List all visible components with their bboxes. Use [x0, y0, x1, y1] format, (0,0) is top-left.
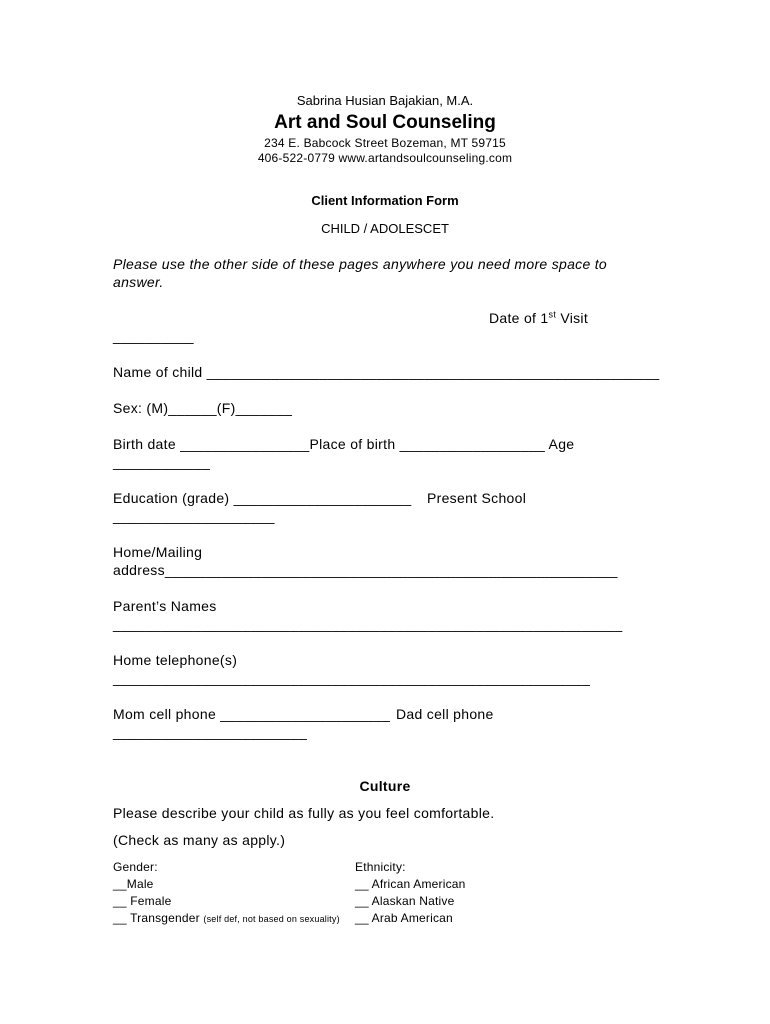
home-mailing-label: Home/Mailing [113, 544, 203, 560]
date-first-visit-label: Date of 1st Visit [489, 309, 589, 326]
address-field[interactable]: address________________________________________________________ [113, 562, 618, 578]
gender-heading: Gender: [113, 860, 158, 874]
parents-names-label: Parent’s Names [113, 598, 217, 614]
present-school-field[interactable]: ____________________ [113, 508, 275, 524]
name-of-child-field[interactable]: Name of child ________________________________________________________ [113, 364, 660, 380]
practice-name: Art and Soul Counseling [274, 112, 496, 133]
form-title: Client Information Form [311, 193, 459, 208]
culture-heading: Culture [359, 778, 411, 794]
practice-address: 234 E. Babcock Street Bozeman, MT 59715 [264, 136, 506, 150]
present-school-label: Present School [427, 490, 527, 506]
ethnicity-arab-american-option[interactable]: __ Arab American [355, 911, 453, 925]
mom-cell-field[interactable]: Mom cell phone _____________________ [113, 706, 391, 722]
gender-male-option[interactable]: __Male [113, 877, 154, 891]
education-grade-field[interactable]: Education (grade) ______________________ [113, 490, 412, 506]
date-first-visit-field[interactable]: __________ [113, 328, 194, 344]
instructions-line-2: answer. [113, 274, 164, 290]
gender-female-option[interactable]: __ Female [113, 894, 172, 908]
ethnicity-alaskan-native-option[interactable]: __ Alaskan Native [355, 894, 455, 908]
birth-date-place-age-field[interactable]: Birth date ________________Place of birth __________________ Age [113, 436, 575, 452]
culture-check-instructions: (Check as many as apply.) [113, 832, 286, 848]
home-telephone-label: Home telephone(s) [113, 652, 238, 668]
home-telephone-field[interactable]: ___________________________________________________________ [113, 670, 591, 686]
dad-cell-label: Dad cell phone [396, 706, 494, 722]
gender-transgender-option[interactable]: __ Transgender (self def, not based on sexuality) [113, 911, 340, 925]
form-subtitle: CHILD / ADOLESCET [321, 221, 449, 236]
practice-contact: 406-522-0779 www.artandsoulcounseling.com [257, 151, 513, 165]
ethnicity-african-american-option[interactable]: __ African American [355, 877, 466, 891]
instructions-line-1: Please use the other side of these pages anywhere you need more space to [113, 256, 608, 272]
sex-field[interactable]: Sex: (M)______(F)_______ [113, 400, 293, 416]
practitioner-name: Sabrina Husian Bajakian, M.A. [296, 93, 474, 108]
age-field[interactable]: ____________ [113, 454, 211, 470]
transgender-note: (self def, not based on sexuality) [203, 914, 340, 924]
parents-names-field[interactable]: _______________________________________________________________ [113, 616, 623, 632]
dad-cell-field[interactable]: ________________________ [113, 724, 308, 740]
ethnicity-heading: Ethnicity: [355, 860, 406, 874]
culture-describe: Please describe your child as fully as you feel comfortable. [113, 805, 495, 821]
